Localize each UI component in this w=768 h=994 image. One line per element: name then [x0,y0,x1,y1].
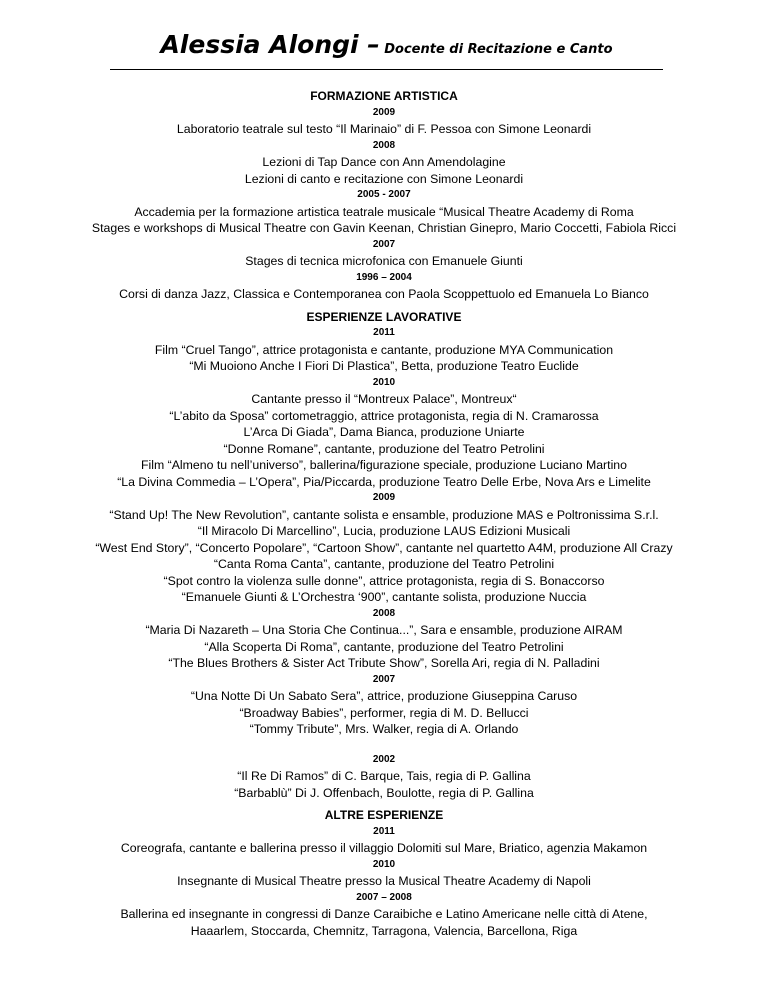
cv-entry: “Il Miracolo Di Marcellino”, Lucia, produzione LAUS Edizioni Musicali [197,524,571,538]
year-heading: 2007 [372,673,396,685]
cv-section [40,88,728,303]
cv-entry: Film “Cruel Tango”, attrice protagonista e cantante, produzione MYA Communication [154,342,614,357]
cv-entry: Accademia per la formazione artistica teatrale musicale “Musical Theatre Academy di Roma [134,204,634,219]
section-title: ALTRE ESPERIENZE [324,808,444,822]
cv-entry: Coreografa, cantante e ballerina presso il villaggio Dolomiti sul Mare, Briatico, agenzia Makamon [120,841,648,855]
cv-entry: Insegnante di Musical Theatre presso la Musical Theatre Academy di Napoli [177,874,591,888]
cv-entry: Laboratorio teatrale sul testo “Il Marinaio” di F. Pessoa con Simone Leonardi [176,122,592,136]
year-heading: 2011 [373,825,395,837]
page-header [110,30,663,59]
cv-entry: Cantante presso il “Montreux Palace”, Montreux“ [251,392,517,406]
cv-entry: “Spot contro la violenza sulle donne”, attrice protagonista, regia di S. Bonaccorso [163,573,605,588]
year-heading: 2010 [372,376,396,388]
spacer [40,738,728,752]
author-name: Alessia Alongi – [160,30,380,59]
cv-entry: “The Blues Brothers & Sister Act Tribute Show”, Sorella Ari, regia di N. Palladini [168,656,600,670]
cv-section [40,807,728,939]
cv-entry: “Tommy Tribute”, Mrs. Walker, regia di A. Orlando [249,722,519,736]
cv-entry: “L’abito da Sposa” cortometraggio, attrice protagonista, regia di N. Cramarossa [169,408,599,423]
cv-entry: Ballerina ed insegnante in congressi di Danze Caraibiche e Latino Americane nelle città di Atene, [120,907,648,921]
year-heading: 2008 [372,139,396,151]
year-heading: 2007 – 2008 [356,891,412,903]
year-heading: 2009 [372,106,396,118]
cv-entry: Stages di tecnica microfonica con Emanuele Giunti [245,254,523,268]
cv-entry: “Barbablù” Di J. Offenbach, Boulotte, regia di P. Gallina [234,785,534,800]
cv-entry: Lezioni di canto e recitazione con Simone Leonardi [244,171,524,186]
cv-entry: “Canta Roma Canta”, cantante, produzione del Teatro Petrolini [213,557,555,571]
cv-entry: “Alla Scoperta Di Roma”, cantante, produzione del Teatro Petrolini [204,639,564,654]
cv-entry: Film “Almeno tu nell’universo”, ballerina/figurazione speciale, produzione Luciano Martino [141,458,627,472]
cv-entry: “Stand Up! The New Revolution”, cantante solista e ensamble, produzione MAS e Poltronissima S.r.l. [109,507,659,522]
cv-content [40,88,728,945]
cv-entry: Haaarlem, Stoccarda, Chemnitz, Tarragona, Valencia, Barcellona, Riga [190,923,578,938]
cv-entry: “West End Story”, “Concerto Popolare”, “Cartoon Show”, cantante nel quartetto A4M, produzione All Crazy [95,540,673,555]
cv-section [40,309,728,802]
cv-entry: “La Divina Commedia – L’Opera”, Pia/Piccarda, produzione Teatro Delle Erbe, Nova Ars e Limelite [117,474,651,489]
year-heading: 2011 [373,327,395,338]
year-heading: 2010 [372,858,396,870]
year-heading: 2002 [372,753,396,765]
cv-entry: “Donne Romane”, cantante, produzione del Teatro Petrolini [223,441,545,456]
year-heading: 1996 – 2004 [356,271,412,283]
cv-entry: L’Arca Di Giada”, Dama Bianca, produzione Uniarte [243,425,525,439]
cv-entry: “Emanuele Giunti & L’Orchestra ‘900”, cantante solista, produzione Nuccia [181,590,587,604]
author-role: Docente di Recitazione e Canto [384,42,613,57]
year-heading: 2007 [372,238,396,250]
year-heading: 2009 [372,492,396,503]
cv-entry: “Una Notte Di Un Sabato Sera”, attrice, produzione Giuseppina Caruso [190,689,578,703]
cv-entry: “Il Re Di Ramos” di C. Barque, Tais, regia di P. Gallina [237,769,531,783]
year-heading: 2005 - 2007 [357,189,411,200]
cv-entry: “Maria Di Nazareth – Una Storia Che Continua...”, Sara e ensamble, produzione AIRAM [145,623,623,637]
cv-entry: Lezioni di Tap Dance con Ann Amendolagine [262,155,506,169]
cv-entry: Corsi di danza Jazz, Classica e Contemporanea con Paola Scoppettuolo ed Emanuela Lo Bianco [119,287,649,301]
cv-entry: Stages e workshops di Musical Theatre con Gavin Keenan, Christian Ginepro, Mario Coccetti, Fabiola Ricci [91,221,677,235]
section-title: FORMAZIONE ARTISTICA [310,89,458,103]
year-heading: 2008 [372,607,396,619]
cv-entry: “Mi Muoiono Anche I Fiori Di Plastica”, Betta, produzione Teatro Euclide [189,359,579,373]
cv-entry: “Broadway Babies”, performer, regia di M. D. Bellucci [239,705,529,720]
header-divider [110,69,663,70]
section-title: ESPERIENZE LAVORATIVE [306,309,462,324]
